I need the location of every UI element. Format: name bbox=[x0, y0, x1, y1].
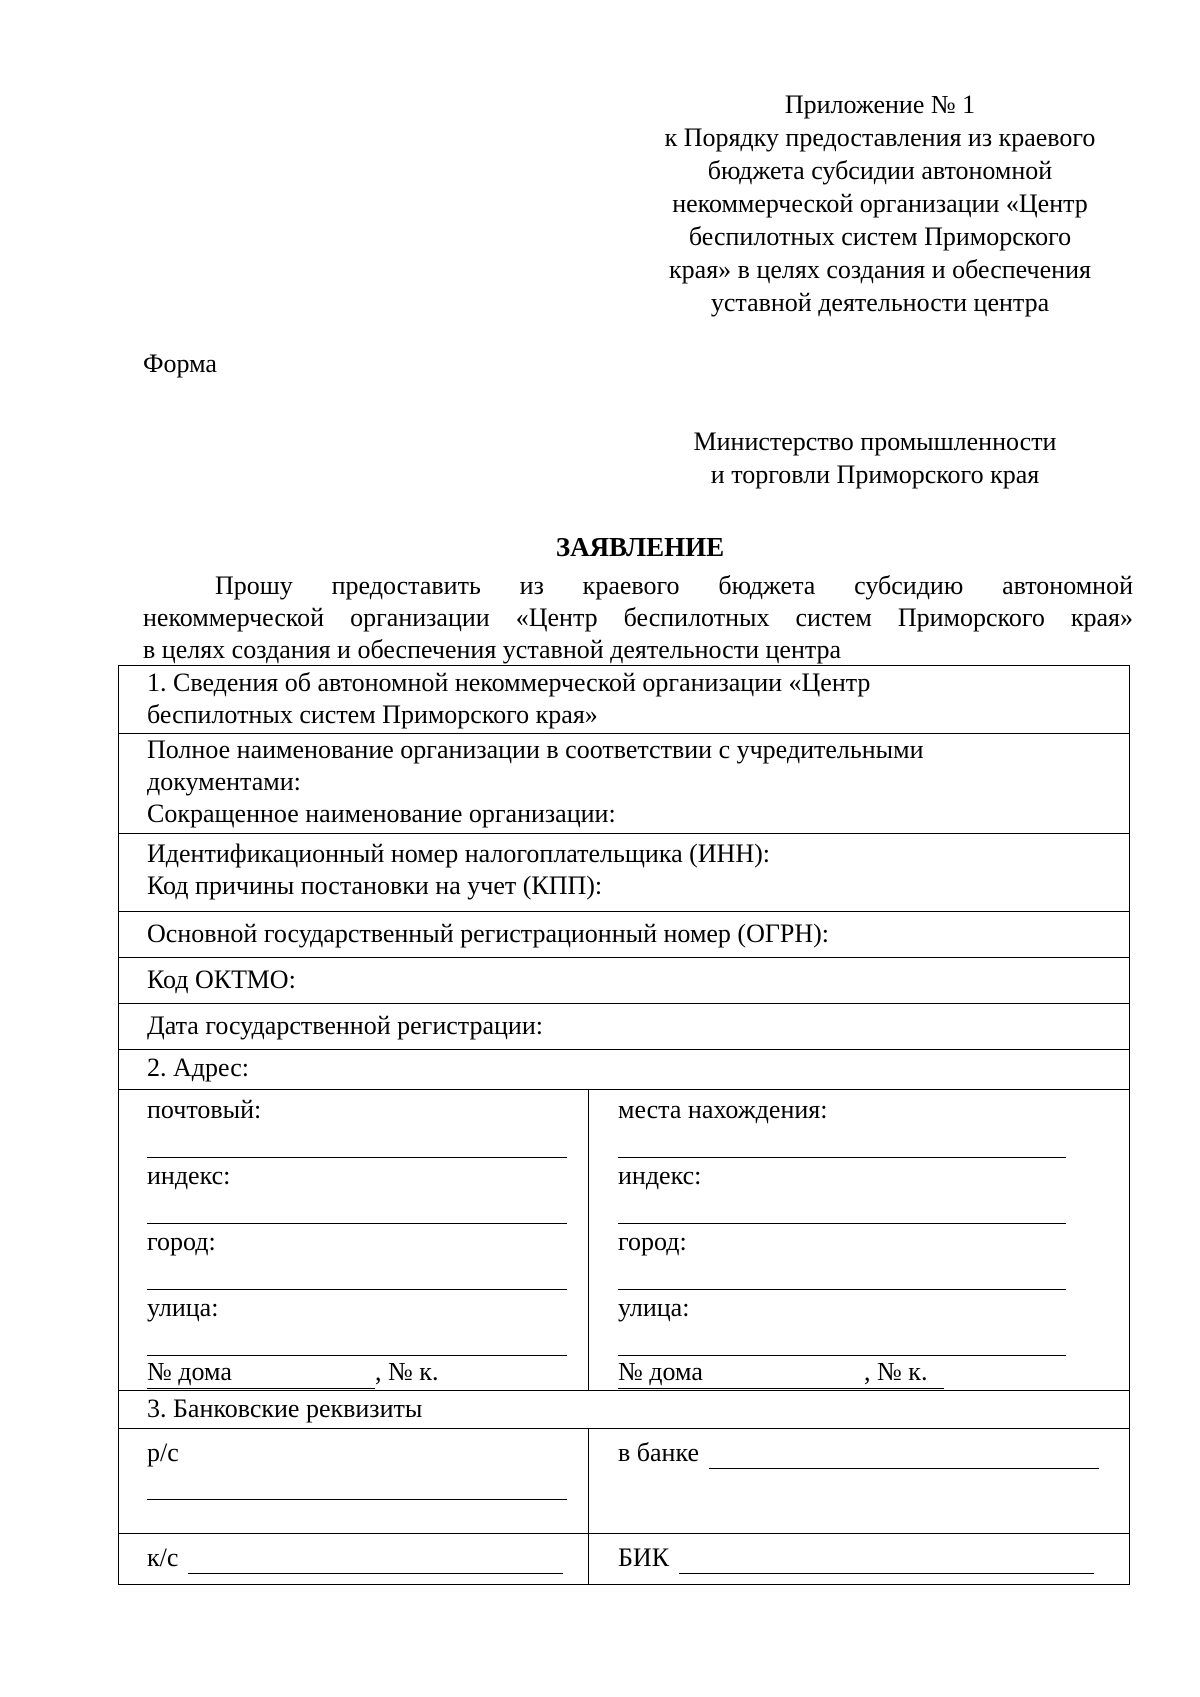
appendix-block bbox=[620, 88, 1140, 319]
document-title: ЗАЯВЛЕНИЕ bbox=[555, 532, 725, 562]
appendix-line: края» в целях создания и обеспечения bbox=[669, 255, 1091, 284]
postal-address-column bbox=[119, 1090, 589, 1390]
ogrn-label: Основной государственный регистрационный номер (ОГРН): bbox=[147, 919, 830, 948]
bank-label: в банке bbox=[618, 1438, 699, 1467]
inn-label: Идентификационный номер налогоплательщика (ИНН): bbox=[147, 839, 770, 868]
appendix-line: Приложение № 1 bbox=[784, 90, 976, 119]
section3-heading: 3. Банковские реквизиты bbox=[147, 1394, 423, 1423]
bank-row-2 bbox=[119, 1534, 1129, 1584]
postal-index-field[interactable] bbox=[147, 1223, 567, 1224]
application-form-table bbox=[118, 665, 1130, 1585]
addressee-block bbox=[660, 425, 1090, 491]
form-label: Форма bbox=[143, 349, 217, 378]
oktmo-label: Код ОКТМО: bbox=[147, 965, 296, 994]
location-city-field[interactable] bbox=[618, 1289, 1066, 1290]
appendix-line: бюджета субсидии автономной bbox=[707, 156, 1053, 185]
bank-field[interactable] bbox=[709, 1446, 1099, 1469]
rs-label: р/с bbox=[147, 1438, 179, 1467]
location-address-column bbox=[589, 1090, 1129, 1390]
postal-apt-label: , № к. bbox=[375, 1357, 439, 1386]
postal-index-label: индекс: bbox=[147, 1161, 231, 1190]
appendix-line: уставной деятельности центра bbox=[710, 288, 1050, 317]
bik-label: БИК bbox=[618, 1543, 670, 1572]
oktmo-row[interactable] bbox=[119, 958, 1129, 1004]
bank-name-cell bbox=[589, 1429, 1129, 1533]
location-apt-label[interactable]: , № к. bbox=[864, 1356, 944, 1389]
section2-heading: 2. Адрес: bbox=[147, 1053, 249, 1082]
section2-heading-row bbox=[119, 1050, 1129, 1090]
appendix-line: беспилотных систем Приморского bbox=[688, 222, 1072, 251]
short-name-label: Сокращенное наименование организации: bbox=[147, 799, 616, 828]
appendix-line: некоммерческой организации «Центр bbox=[672, 189, 1088, 218]
postal-street-label: улица: bbox=[147, 1293, 219, 1322]
addressee-line-2: и торговли Приморского края bbox=[710, 460, 1040, 489]
section1-heading-line1: 1. Сведения об автономной некоммерческой организации «Центр bbox=[147, 668, 871, 697]
postal-house-label[interactable]: № дома bbox=[147, 1356, 375, 1389]
postal-city-label: город: bbox=[147, 1227, 216, 1256]
bik-field[interactable] bbox=[679, 1551, 1094, 1574]
address-columns bbox=[119, 1090, 1129, 1391]
rs-field[interactable] bbox=[147, 1499, 567, 1500]
postal-city-field[interactable] bbox=[147, 1289, 567, 1290]
bank-row-1 bbox=[119, 1429, 1129, 1534]
registration-date-row[interactable] bbox=[119, 1004, 1129, 1050]
ks-cell bbox=[119, 1534, 589, 1584]
ogrn-row[interactable] bbox=[119, 912, 1129, 958]
rs-cell bbox=[119, 1429, 589, 1533]
inn-kpp-row[interactable] bbox=[119, 834, 1129, 912]
location-city-label: город: bbox=[618, 1227, 687, 1256]
full-name-label-line2: документами: bbox=[147, 767, 301, 796]
ks-field[interactable] bbox=[188, 1551, 563, 1574]
section1-heading-row bbox=[119, 666, 1129, 734]
postal-title-field[interactable] bbox=[147, 1157, 567, 1158]
postal-house-line bbox=[147, 1356, 588, 1390]
location-house-label[interactable]: № дома bbox=[618, 1356, 864, 1389]
kpp-label: Код причины постановки на учет (КПП): bbox=[147, 871, 603, 900]
intro-line-1: Прошу предоставить из краевого бюджета субсидию автономной bbox=[215, 571, 1133, 600]
location-index-field[interactable] bbox=[618, 1223, 1066, 1224]
intro-line-2: некоммерческой организации «Центр беспилотных систем Приморского края» bbox=[143, 603, 1133, 632]
registration-date-label: Дата государственной регистрации: bbox=[147, 1011, 543, 1040]
location-title: места нахождения: bbox=[618, 1095, 828, 1124]
ks-label: к/с bbox=[147, 1543, 179, 1572]
location-title-field[interactable] bbox=[618, 1157, 1066, 1158]
addressee-line-1: Министерство промышленности bbox=[693, 427, 1057, 456]
names-row[interactable] bbox=[119, 734, 1129, 834]
full-name-label-line1: Полное наименование организации в соответствии с учредительными bbox=[147, 735, 924, 764]
intro-line-3: в целях создания и обеспечения уставной деятельности центра bbox=[143, 635, 842, 664]
intro-paragraph bbox=[143, 570, 1133, 666]
section3-heading-row bbox=[119, 1391, 1129, 1429]
location-house-line bbox=[618, 1356, 1129, 1390]
section1-heading-line2: беспилотных систем Приморского края» bbox=[147, 700, 598, 729]
bik-cell bbox=[589, 1534, 1129, 1584]
postal-title: почтовый: bbox=[147, 1095, 262, 1124]
location-index-label: индекс: bbox=[618, 1161, 702, 1190]
appendix-line: к Порядку предоставления из краевого bbox=[664, 123, 1096, 152]
location-street-label: улица: bbox=[618, 1293, 690, 1322]
